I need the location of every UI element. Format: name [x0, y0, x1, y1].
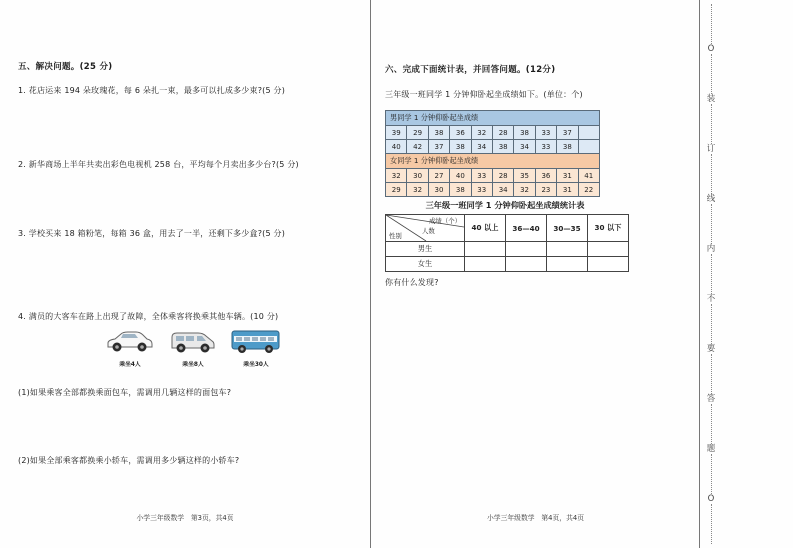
- vehicle-images: [104, 328, 282, 368]
- sub-question-2: (2)如果全部乘客都换乘小轿车，需调用多少辆这样的小轿车?: [18, 456, 240, 465]
- stats-col-header: 36—40: [506, 215, 547, 242]
- problem-1: 1. 花店运来 194 朵玫瑰花，每 6 朵扎一束，最多可以扎成多少束?(5 分): [18, 86, 286, 95]
- score-cell: 33: [471, 169, 492, 183]
- score-cell: 34: [514, 140, 535, 154]
- binding-line: [699, 0, 700, 548]
- stats-row: [386, 242, 629, 257]
- score-row: [386, 169, 600, 183]
- vehicle-car: [104, 328, 156, 368]
- boys-header: 男同学 1 分钟仰卧起坐成绩: [386, 111, 600, 126]
- score-cell: 33: [535, 126, 556, 140]
- stats-row-label: 男生: [386, 242, 465, 257]
- stats-empty-cell: [588, 242, 629, 257]
- corner-label-count: 人数: [422, 227, 435, 235]
- score-cell: 38: [492, 140, 513, 154]
- score-cell: 32: [386, 169, 407, 183]
- score-row: [386, 140, 600, 154]
- score-cell: 34: [471, 140, 492, 154]
- dotted-leader: [711, 504, 712, 544]
- vehicle-van: [167, 328, 219, 368]
- score-cell: 39: [386, 126, 407, 140]
- dotted-leader: [711, 454, 712, 494]
- dotted-leader: [711, 154, 712, 194]
- score-cell: 32: [471, 126, 492, 140]
- left-page-footer: 小学三年级数学 第3页，共4页: [136, 514, 234, 522]
- score-cell: [578, 126, 599, 140]
- score-cell: 28: [492, 126, 513, 140]
- score-table: [385, 110, 600, 197]
- van-capacity-label: 乘坐8人: [182, 362, 204, 368]
- stats-row: [386, 257, 629, 272]
- stats-row-label: 女生: [386, 257, 465, 272]
- bus-icon: [231, 328, 281, 354]
- binding-text-column: [702, 4, 720, 544]
- boys-header-row: [386, 111, 600, 126]
- situps-intro: 三年级一班同学 1 分钟仰卧起坐成绩如下。(单位：个): [385, 90, 583, 99]
- binding-circle-mark: O: [707, 493, 715, 504]
- score-cell: 32: [514, 183, 535, 197]
- section5-title: 五、解决问题。(25 分): [18, 62, 113, 72]
- stats-empty-cell: [465, 242, 506, 257]
- stats-table-body: [386, 215, 629, 272]
- girls-header: 女同学 1 分钟仰卧起坐成绩: [386, 154, 600, 169]
- score-cell: 38: [428, 126, 449, 140]
- score-cell: 37: [557, 126, 578, 140]
- right-page-footer: 小学三年级数学 第4页，共4页: [486, 514, 584, 522]
- stats-corner-cell: [386, 215, 465, 242]
- score-cell: 29: [407, 126, 428, 140]
- stats-header-row: [386, 215, 629, 242]
- dotted-leader: [711, 104, 712, 144]
- stats-col-header: 30—35: [547, 215, 588, 242]
- score-cell: 38: [557, 140, 578, 154]
- stats-table: [385, 214, 629, 272]
- score-cell: 36: [535, 169, 556, 183]
- stats-col-header: 30 以下: [588, 215, 629, 242]
- binding-char: 题: [706, 443, 716, 454]
- stats-empty-cell: [506, 257, 547, 272]
- score-cell: 30: [407, 169, 428, 183]
- score-table-body: [386, 111, 600, 197]
- score-cell: 40: [450, 169, 471, 183]
- score-row: [386, 183, 600, 197]
- dotted-leader: [711, 4, 712, 44]
- score-cell: 36: [450, 126, 471, 140]
- stats-col-header: 40 以上: [465, 215, 506, 242]
- binding-char: 内: [706, 243, 716, 254]
- score-cell: 42: [407, 140, 428, 154]
- score-cell: 29: [386, 183, 407, 197]
- score-cell: 30: [428, 183, 449, 197]
- binding-char: 不: [706, 293, 716, 304]
- stats-empty-cell: [588, 257, 629, 272]
- discovery-question: 你有什么发现?: [385, 278, 439, 287]
- score-cell: 38: [450, 183, 471, 197]
- score-cell: 33: [471, 183, 492, 197]
- car-icon: [105, 328, 155, 354]
- dotted-leader: [711, 354, 712, 394]
- score-cell: 23: [535, 183, 556, 197]
- dotted-leader: [711, 404, 712, 444]
- binding-circle-mark: O: [707, 43, 715, 54]
- binding-char: 答: [706, 393, 716, 404]
- binding-char: 装: [706, 93, 716, 104]
- center-page-divider: [370, 0, 371, 548]
- score-cell: 34: [492, 183, 513, 197]
- girls-header-row: [386, 154, 600, 169]
- problem-4: 4. 满员的大客车在路上出现了故障，全体乘客将换乘其他车辆。(10 分): [18, 312, 279, 321]
- score-cell: 31: [557, 183, 578, 197]
- car-capacity-label: 乘坐4人: [119, 362, 141, 368]
- score-cell: 35: [514, 169, 535, 183]
- stats-empty-cell: [547, 257, 588, 272]
- score-row: [386, 126, 600, 140]
- problem-2: 2. 新华商场上半年共卖出彩色电视机 258 台，平均每个月卖出多少台?(5 分): [18, 160, 299, 169]
- dotted-leader: [711, 254, 712, 294]
- problem-3: 3. 学校买来 18 箱粉笔，每箱 36 盒，用去了一半，还剩下多少盒?(5 分): [18, 229, 286, 238]
- dotted-leader: [711, 304, 712, 344]
- corner-label-score: 成绩（个）: [429, 217, 461, 225]
- score-cell: 22: [578, 183, 599, 197]
- score-cell: 33: [535, 140, 556, 154]
- score-cell: [578, 140, 599, 154]
- section6-title: 六、完成下面统计表，并回答问题。(12分): [385, 65, 556, 75]
- binding-char: 线: [706, 193, 716, 204]
- score-cell: 37: [428, 140, 449, 154]
- score-cell: 41: [578, 169, 599, 183]
- score-cell: 27: [428, 169, 449, 183]
- vehicle-bus: [230, 328, 282, 368]
- binding-char: 要: [706, 343, 716, 354]
- stats-table-title: 三年级一班同学 1 分钟仰卧起坐成绩统计表: [425, 200, 585, 210]
- score-cell: 38: [514, 126, 535, 140]
- score-cell: 28: [492, 169, 513, 183]
- binding-char: 订: [706, 143, 716, 154]
- bus-capacity-label: 乘坐30人: [243, 362, 269, 368]
- dotted-leader: [711, 54, 712, 94]
- stats-empty-cell: [506, 242, 547, 257]
- stats-empty-cell: [547, 242, 588, 257]
- score-cell: 38: [450, 140, 471, 154]
- score-cell: 40: [386, 140, 407, 154]
- corner-label-gender: 性别: [389, 232, 402, 240]
- sub-question-1: (1)如果乘客全部都换乘面包车，需调用几辆这样的面包车?: [18, 388, 232, 397]
- score-cell: 31: [557, 169, 578, 183]
- score-cell: 32: [407, 183, 428, 197]
- van-icon: [170, 328, 216, 354]
- dotted-leader: [711, 204, 712, 244]
- stats-empty-cell: [465, 257, 506, 272]
